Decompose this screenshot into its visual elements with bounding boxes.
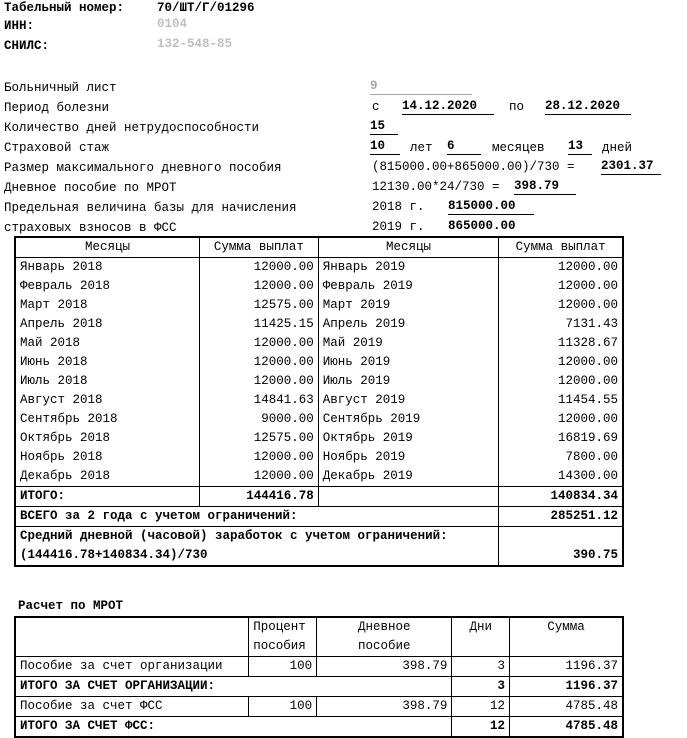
month-2018: Июль 2018 [15, 372, 199, 391]
org-benefit-row [15, 657, 623, 677]
month-2018: Декабрь 2018 [15, 467, 199, 487]
header-percent-1: Процент [249, 617, 317, 637]
month-2019: Ноябрь 2019 [318, 448, 498, 467]
sum-2018: 12000.00 [199, 353, 318, 372]
header-percent-2: пособия [249, 637, 317, 657]
avg-earnings-row-1 [15, 527, 623, 547]
sick-list-label: Больничный лист [4, 81, 117, 95]
tab-number-label: Табельный номер: [4, 1, 125, 15]
limit-base-label-2: страховых взносов в ФСС [4, 221, 177, 235]
sum-2018: 12000.00 [199, 467, 318, 487]
period-to: 28.12.2020 [545, 98, 631, 115]
sum-2019: 11328.67 [557, 336, 618, 350]
month-row [15, 277, 623, 296]
sum-2019: 12000.00 [557, 412, 618, 426]
month-row [15, 353, 623, 372]
mrot-header-row-1 [15, 617, 623, 637]
sum-2018: 12000.00 [199, 258, 318, 278]
month-2018: Февраль 2018 [15, 277, 199, 296]
sum-2019: 12000.00 [557, 355, 618, 369]
limit-value-2019: 865000.00 [448, 219, 516, 233]
months-table-header [15, 237, 623, 258]
sum-2019: 11454.55 [557, 393, 618, 407]
sum-2018: 14841.63 [199, 391, 318, 410]
header-months-2018: Месяцы [15, 237, 199, 258]
two-year-sum-value: 285251.12 [499, 507, 623, 527]
max-benefit-formula: (815000.00+865000.00)/730 = [372, 160, 575, 174]
total-label: ИТОГО: [15, 487, 199, 507]
total-2019: 140834.34 [499, 487, 623, 507]
org-total-row [15, 677, 623, 697]
limit-value-2018: 815000.00 [448, 198, 534, 215]
header-sum-2018: Сумма выплат [199, 237, 318, 258]
mrot-calc-title: Расчет по МРОТ [18, 599, 124, 613]
month-row [15, 410, 623, 429]
sum-2018: 9000.00 [199, 410, 318, 429]
sum-2018: 12000.00 [199, 448, 318, 467]
month-2019: Март 2019 [318, 296, 498, 315]
month-2018: Май 2018 [15, 334, 199, 353]
fss-benefit-percent: 100 [249, 697, 317, 717]
stazh-months: 6 [447, 138, 481, 155]
sum-2019: 16819.69 [557, 431, 618, 445]
header-sum: Сумма [547, 620, 585, 634]
org-benefit-percent: 100 [249, 657, 317, 677]
month-2018: Сентябрь 2018 [15, 410, 199, 429]
months-total-row [15, 487, 623, 507]
avg-earnings-label-2: (144416.78+140834.34)/730 [15, 546, 499, 566]
month-2018: Январь 2018 [15, 258, 199, 278]
snils-label: СНИЛС: [4, 39, 50, 53]
month-2019: Июль 2019 [318, 372, 498, 391]
sum-2019: 14300.00 [557, 469, 618, 483]
fss-benefit-label: Пособие за счет ФСС [15, 697, 249, 717]
tab-number-value: 70/ШТ/Г/01296 [157, 1, 255, 15]
month-row [15, 372, 623, 391]
fss-benefit-daily: 398.79 [317, 697, 452, 717]
month-2019: Декабрь 2019 [318, 467, 498, 487]
sum-2018: 12000.00 [199, 334, 318, 353]
sum-2018: 12575.00 [199, 429, 318, 448]
month-row [15, 448, 623, 467]
org-benefit-days: 3 [452, 657, 510, 677]
mrot-header-row-2 [15, 637, 623, 657]
limit-year-2018: 2018 г. [372, 200, 425, 214]
stazh-days-word: дней [602, 141, 633, 155]
month-row [15, 315, 623, 334]
month-2019: Сентябрь 2019 [318, 410, 498, 429]
month-2019: Октябрь 2019 [318, 429, 498, 448]
mrot-benefit-label: Дневное пособие по МРОТ [4, 181, 177, 195]
avg-earnings-label-1: Средний дневной (часовой) заработок с учетом ограничений: [15, 527, 499, 547]
sum-2019: 12000.00 [557, 298, 618, 312]
month-2019: Апрель 2019 [318, 315, 498, 334]
month-row [15, 391, 623, 410]
limit-year-2019: 2019 г. [372, 220, 425, 234]
period-label: Период болезни [4, 101, 110, 115]
insurance-stazh-label: Страховой стаж [4, 141, 110, 155]
fss-total-label: ИТОГО ЗА СЧЕТ ФСС: [15, 717, 452, 738]
sum-2019: 12000.00 [557, 374, 618, 388]
max-benefit-label: Размер максимального дневного пособия [4, 161, 282, 175]
disability-days-value: 15 [370, 118, 398, 135]
month-row [15, 258, 623, 278]
total-2018: 144416.78 [199, 487, 318, 507]
avg-earnings-row-2 [15, 546, 623, 566]
inn-label: ИНН: [4, 19, 35, 33]
fss-total-sum: 4785.48 [510, 717, 623, 738]
sum-2018: 12000.00 [199, 372, 318, 391]
sum-2019: 7131.43 [565, 317, 618, 331]
header-daily-2: пособие [317, 637, 452, 657]
stazh-days: 13 [568, 138, 592, 155]
fss-benefit-sum: 4785.48 [510, 697, 623, 717]
sum-2019: 7800.00 [565, 450, 618, 464]
fss-total-days: 12 [452, 717, 510, 738]
month-2018: Октябрь 2018 [15, 429, 199, 448]
header-daily-1: Дневное [317, 617, 452, 637]
period-to-prefix: по [509, 100, 525, 114]
header-months-2019: Месяцы [318, 237, 498, 258]
month-2019: Февраль 2019 [318, 277, 498, 296]
org-total-sum: 1196.37 [510, 677, 623, 697]
month-2019: Август 2019 [318, 391, 498, 410]
month-row [15, 334, 623, 353]
org-benefit-sum: 1196.37 [510, 657, 623, 677]
month-2018: Март 2018 [15, 296, 199, 315]
month-row [15, 429, 623, 448]
mrot-calc-table [14, 616, 624, 738]
month-2018: Июнь 2018 [15, 353, 199, 372]
header-days: Дни [452, 617, 510, 637]
sum-2018: 12575.00 [199, 296, 318, 315]
month-2019: Май 2019 [318, 334, 498, 353]
period-from-prefix: с [372, 100, 380, 114]
sum-2019: 12000.00 [557, 260, 618, 274]
fss-benefit-days: 12 [452, 697, 510, 717]
month-2019: Январь 2019 [318, 258, 498, 278]
limit-base-label-1: Предельная величина базы для начисления [4, 201, 297, 215]
org-benefit-daily: 398.79 [317, 657, 452, 677]
month-2018: Август 2018 [15, 391, 199, 410]
mrot-benefit-value: 398.79 [514, 178, 576, 195]
sum-2019: 12000.00 [557, 279, 618, 293]
sum-2018: 12000.00 [199, 277, 318, 296]
month-row [15, 467, 623, 487]
inn-value: 0104 [157, 17, 188, 31]
org-total-label: ИТОГО ЗА СЧЕТ ОРГАНИЗАЦИИ: [15, 677, 452, 697]
snils-value: 132-548-85 [157, 37, 233, 51]
max-benefit-value: 2301.37 [601, 158, 661, 175]
fss-total-row [15, 717, 623, 738]
stazh-years-word: лет [410, 141, 433, 155]
month-2018: Ноябрь 2018 [15, 448, 199, 467]
two-year-sum-row [15, 507, 623, 527]
avg-earnings-value: 390.75 [572, 548, 618, 562]
mrot-benefit-formula: 12130.00*24/730 = [372, 180, 500, 194]
month-row [15, 296, 623, 315]
header-sum-2019: Сумма выплат [499, 237, 623, 258]
sum-2018: 11425.15 [199, 315, 318, 334]
org-benefit-label: Пособие за счет организации [15, 657, 249, 677]
month-2019: Июнь 2019 [318, 353, 498, 372]
sick-list-value: 9 [370, 78, 472, 95]
disability-days-label: Количество дней нетрудоспособности [4, 121, 260, 135]
org-total-days: 3 [452, 677, 510, 697]
fss-benefit-row [15, 697, 623, 717]
stazh-months-word: месяцев [492, 141, 545, 155]
period-from: 14.12.2020 [402, 98, 494, 115]
two-year-sum-label: ВСЕГО за 2 года с учетом ограничений: [15, 507, 499, 527]
months-table [14, 236, 624, 567]
month-2018: Апрель 2018 [15, 315, 199, 334]
stazh-years: 10 [370, 138, 400, 155]
